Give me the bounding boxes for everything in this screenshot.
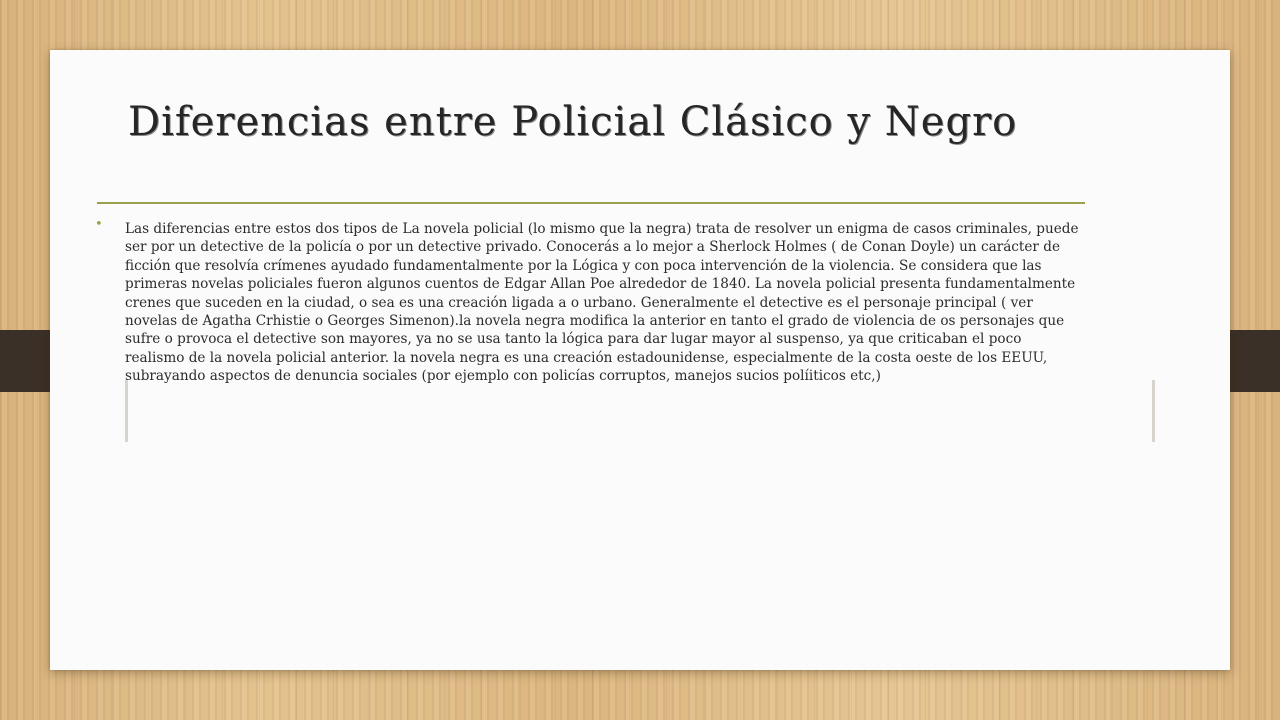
slide-body [95, 217, 1085, 386]
slide-title: Diferencias entre Policial Clásico y Negro [128, 99, 1018, 145]
title-divider [97, 202, 1085, 204]
body-paragraph: Las diferencias entre estos dos tipos de La novela policial (lo mismo que la negra) trata de resolver un enigma de casos criminales, puede ser por un detective de la policía o por un detective privado. Conocerás a lo mejor a Sherlock Holmes ( de Conan Doyle) un carácter de ficción que resolvía crímenes ayudado fundamentalmente por la Lógica y con poca intervención de la violencia. Se considera que las primeras novelas policiales fueron algunos cuentos de Edgar Allan Poe alrededor de 1840. La novela policial presenta fundamentalmente crenes que suceden en la ciudad, o sea es una creación ligada a o urbano. Generalmente el detective es el personaje principal ( ver novelas de Agatha Crhistie o Georges Simenon).la novela negra modifica la anterior en tanto el grado de violencia de os personajes que sufre o provoca el detective son mayores, ya no se usa tanto la lógica para dar lugar mayor al suspenso, ya que criticaban el poco realismo de la novela policial anterior. la novela negra es una creación estadounidense, especialmente de la costa oeste de los EEUU, subrayando aspectos de denuncia sociales (por ejemplo con policías corruptos, manejos sucios políiticos etc,) [125, 221, 1079, 385]
left-tab-edge [125, 380, 128, 442]
bullet-icon: • [95, 217, 103, 232]
right-tab-edge [1152, 380, 1155, 442]
